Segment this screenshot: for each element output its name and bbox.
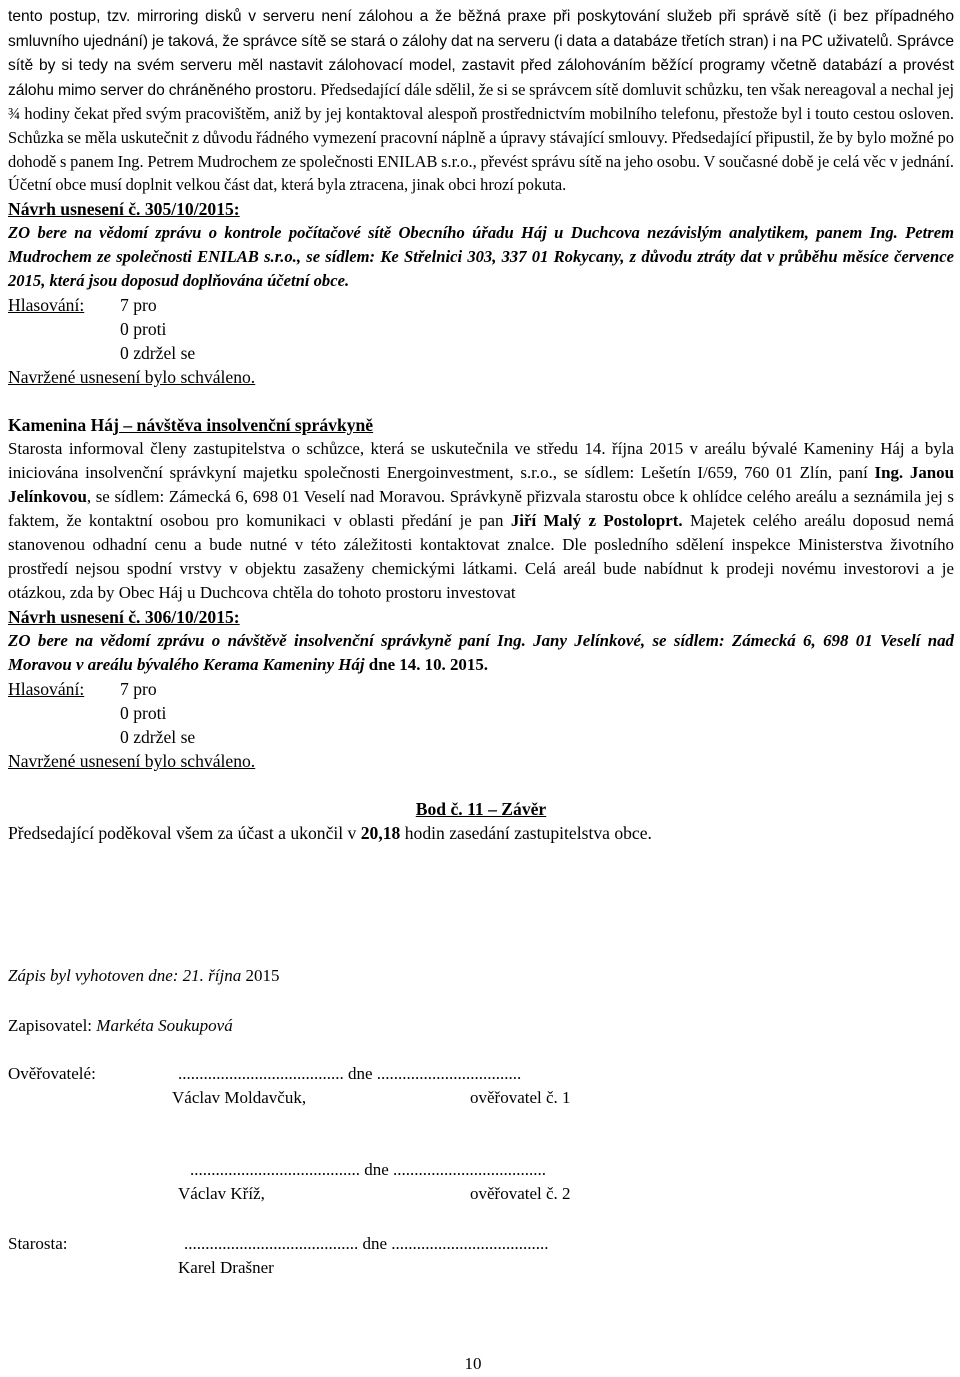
zapisovatel-line <box>8 1016 233 1036</box>
kamenina-text-3: Majetek celého areálu doposud nemá stanovenou odhadní cenu a bude nutné v této záležitosti kontaktovat znalce. Dle posledního sdělení inspekce Ministerstva životního prostředí nejsou spodní vrstvy v objektu zasaženy chemickými látkami. Celá areál bude nabídnut k prodeji novému investorovi a je otázkou, zda by Obec Háj u Duchcova chtěla do tohoto prostoru investovat <box>8 511 954 603</box>
resolution-305-label: Návrh usnesení č. 305/10/2015: <box>8 198 240 219</box>
bod-11-time: 20,18 <box>360 823 401 844</box>
document-page <box>8 4 954 845</box>
vote-block-1-proti <box>8 317 954 341</box>
vote-zdrzel-2: 0 zdržel se <box>120 727 196 748</box>
vote-proti: 0 proti <box>120 318 167 339</box>
section-title-place: Kamenina Háj <box>8 414 119 435</box>
signature-role-1: ověřovatel č. 1 <box>470 1088 571 1107</box>
resolution-305-text: ZO bere na vědomí zprávu o kontrole počítačové sítě Obecního úřadu Háj u Duchcova nezávislým analytikem, panem Ing. Petrem Mudrochem ze společnosti ENILAB s.r.o., se sídlem: Ke Střelnici 303, 337 01 Rokycany, z důvodu ztráty dat v průběhu měsíce července 2015, která jsou doposud doplňována účetní obce. <box>8 222 954 290</box>
signature-dots-3: ......................................... dne ..................................... <box>184 1234 549 1253</box>
page-number: 10 <box>464 1354 482 1373</box>
signature-dots-2: ........................................ dne .................................... <box>190 1160 547 1179</box>
vote-block-1-pro <box>8 293 954 317</box>
vote-pro-2: 7 pro <box>120 679 157 700</box>
vote-zdrzel: 0 zdržel se <box>120 342 196 363</box>
bod-11-text-a: Předsedající poděkoval všem za účast a ukončil v <box>8 823 361 844</box>
signature-dots-1: ....................................... dne .................................. <box>178 1064 522 1083</box>
overovatele-label: Ověřovatelé: <box>8 1064 96 1083</box>
vote-pro: 7 pro <box>120 294 157 315</box>
section-title-kamenina <box>8 413 954 437</box>
zapis-year: 2015 <box>241 966 280 985</box>
starosta-label: Starosta: <box>8 1234 68 1253</box>
kamenina-name-1: Ing. Janou Jelínkovou <box>8 462 954 506</box>
vote-block-1-zdrzel <box>8 341 954 365</box>
vote-block-2-zdrzel <box>8 725 954 749</box>
intro-paragraph <box>8 4 954 197</box>
vote-block-2-proti <box>8 701 954 725</box>
vote-label-2: Hlasování: <box>8 679 85 700</box>
intro-text-2: Správce sítě by si tedy na svém serveru měl nastavit zálohovací model, zastavit před zálohováním běžící programy včetně databází a provést zálohu mimo server do chráněného prostoru. <box>8 32 954 99</box>
signature-role-2: ověřovatel č. 2 <box>470 1184 571 1203</box>
approved-note-2: Navržené usnesení bylo schváleno. <box>8 751 256 772</box>
resolution-306-date: dne 14. 10. 2015. <box>364 655 488 675</box>
resolution-306-text <box>8 629 954 677</box>
zapis-label: Zápis byl vyhotoven dne: 21. října <box>8 966 242 985</box>
zapisovatel-label: Zapisovatel: <box>8 1016 97 1035</box>
vote-label: Hlasování: <box>8 294 85 315</box>
vote-proti-2: 0 proti <box>120 703 167 724</box>
kamenina-name-2: Jiří Malý z Postoloprt. <box>510 511 683 531</box>
approved-note-1: Navržené usnesení bylo schváleno. <box>8 366 256 387</box>
bod-11-title: Bod č. 11 – Závěr <box>415 799 547 820</box>
kamenina-paragraph <box>8 437 954 606</box>
signature-name-1: Václav Moldavčuk, <box>172 1088 307 1107</box>
kamenina-text-2: , se sídlem: Zámecká 6, 698 01 Veselí nad Moravou. Správkyně přizvala starostu obce k ohlídce celého areálu a seznámila jej s faktem, že kontaktní osobou pro komunikaci v oblasti předání je pan <box>8 486 954 531</box>
intro-text-3: Předsedající dále sdělil, že si se správcem sítě domluvit schůzku, ten však nereagoval a nechal jej ¾ hodiny čekat před svým pracovištěm, aniž by jej kontaktoval alespoň prostřednictvím mobilního telefonu, přestože byl i touto cestou osloven. Schůzka se měla uskutečnit z důvodu řádného vymezení pracovní náplně a úpravy stávající smlouvy. Předsedající připustil, že by bylo možné po dohodě s panem Ing. Petrem Mudrochem ze společnosti ENILAB s.r.o., převést správu sítě na jeho osobu. V současné době je celá věc v jednání. Účetní obce musí doplnit velkou část dat, která byla ztracena, jinak obci hrozí pokuta. <box>8 79 954 195</box>
resolution-306-label: Návrh usnesení č. 306/10/2015: <box>8 607 240 628</box>
zapis-line <box>8 966 280 986</box>
bod-11-text <box>8 821 954 845</box>
signature-name-2: Václav Kříž, <box>178 1184 265 1203</box>
kamenina-text-1: Starosta informoval členy zastupitelstva o schůzce, která se uskutečnila ve středu 14. října 2015 v areálu bývalé Kameniny Háj a byla iniciována insolvenční správkyní majetku společnosti Energoinvestment, s.r.o., se sídlem: Lešetín I/659, 760 01 Zlín, paní <box>8 438 954 482</box>
section-title-topic: – návštěva insolvenční správkyně <box>118 414 374 435</box>
vote-block-2-pro <box>8 677 954 701</box>
zapisovatel-name: Markéta Soukupová <box>96 1016 233 1035</box>
bod-11-text-b: hodin zasedání zastupitelstva obce. <box>400 823 652 844</box>
signature-name-3: Karel Drašner <box>178 1258 274 1277</box>
resolution-306-body: ZO bere na vědomí zprávu o návštěvě insolvenční správkyně paní Ing. Jany Jelínkové, se sídlem: Zámecká 6, 698 01 Veselí nad Moravou v areálu bývalého Kerama Kameniny Háj <box>8 631 954 675</box>
intro-text-1: tento postup, tzv. mirroring disků v serveru není zálohou a že běžná praxe při poskytování služeb při správě sítě (i bez případného smluvního ujednání) je taková, že správce sítě se stará o zálohy dat na serveru (i data a databáze třetích stran) i na PC uživatelů. <box>8 8 954 50</box>
